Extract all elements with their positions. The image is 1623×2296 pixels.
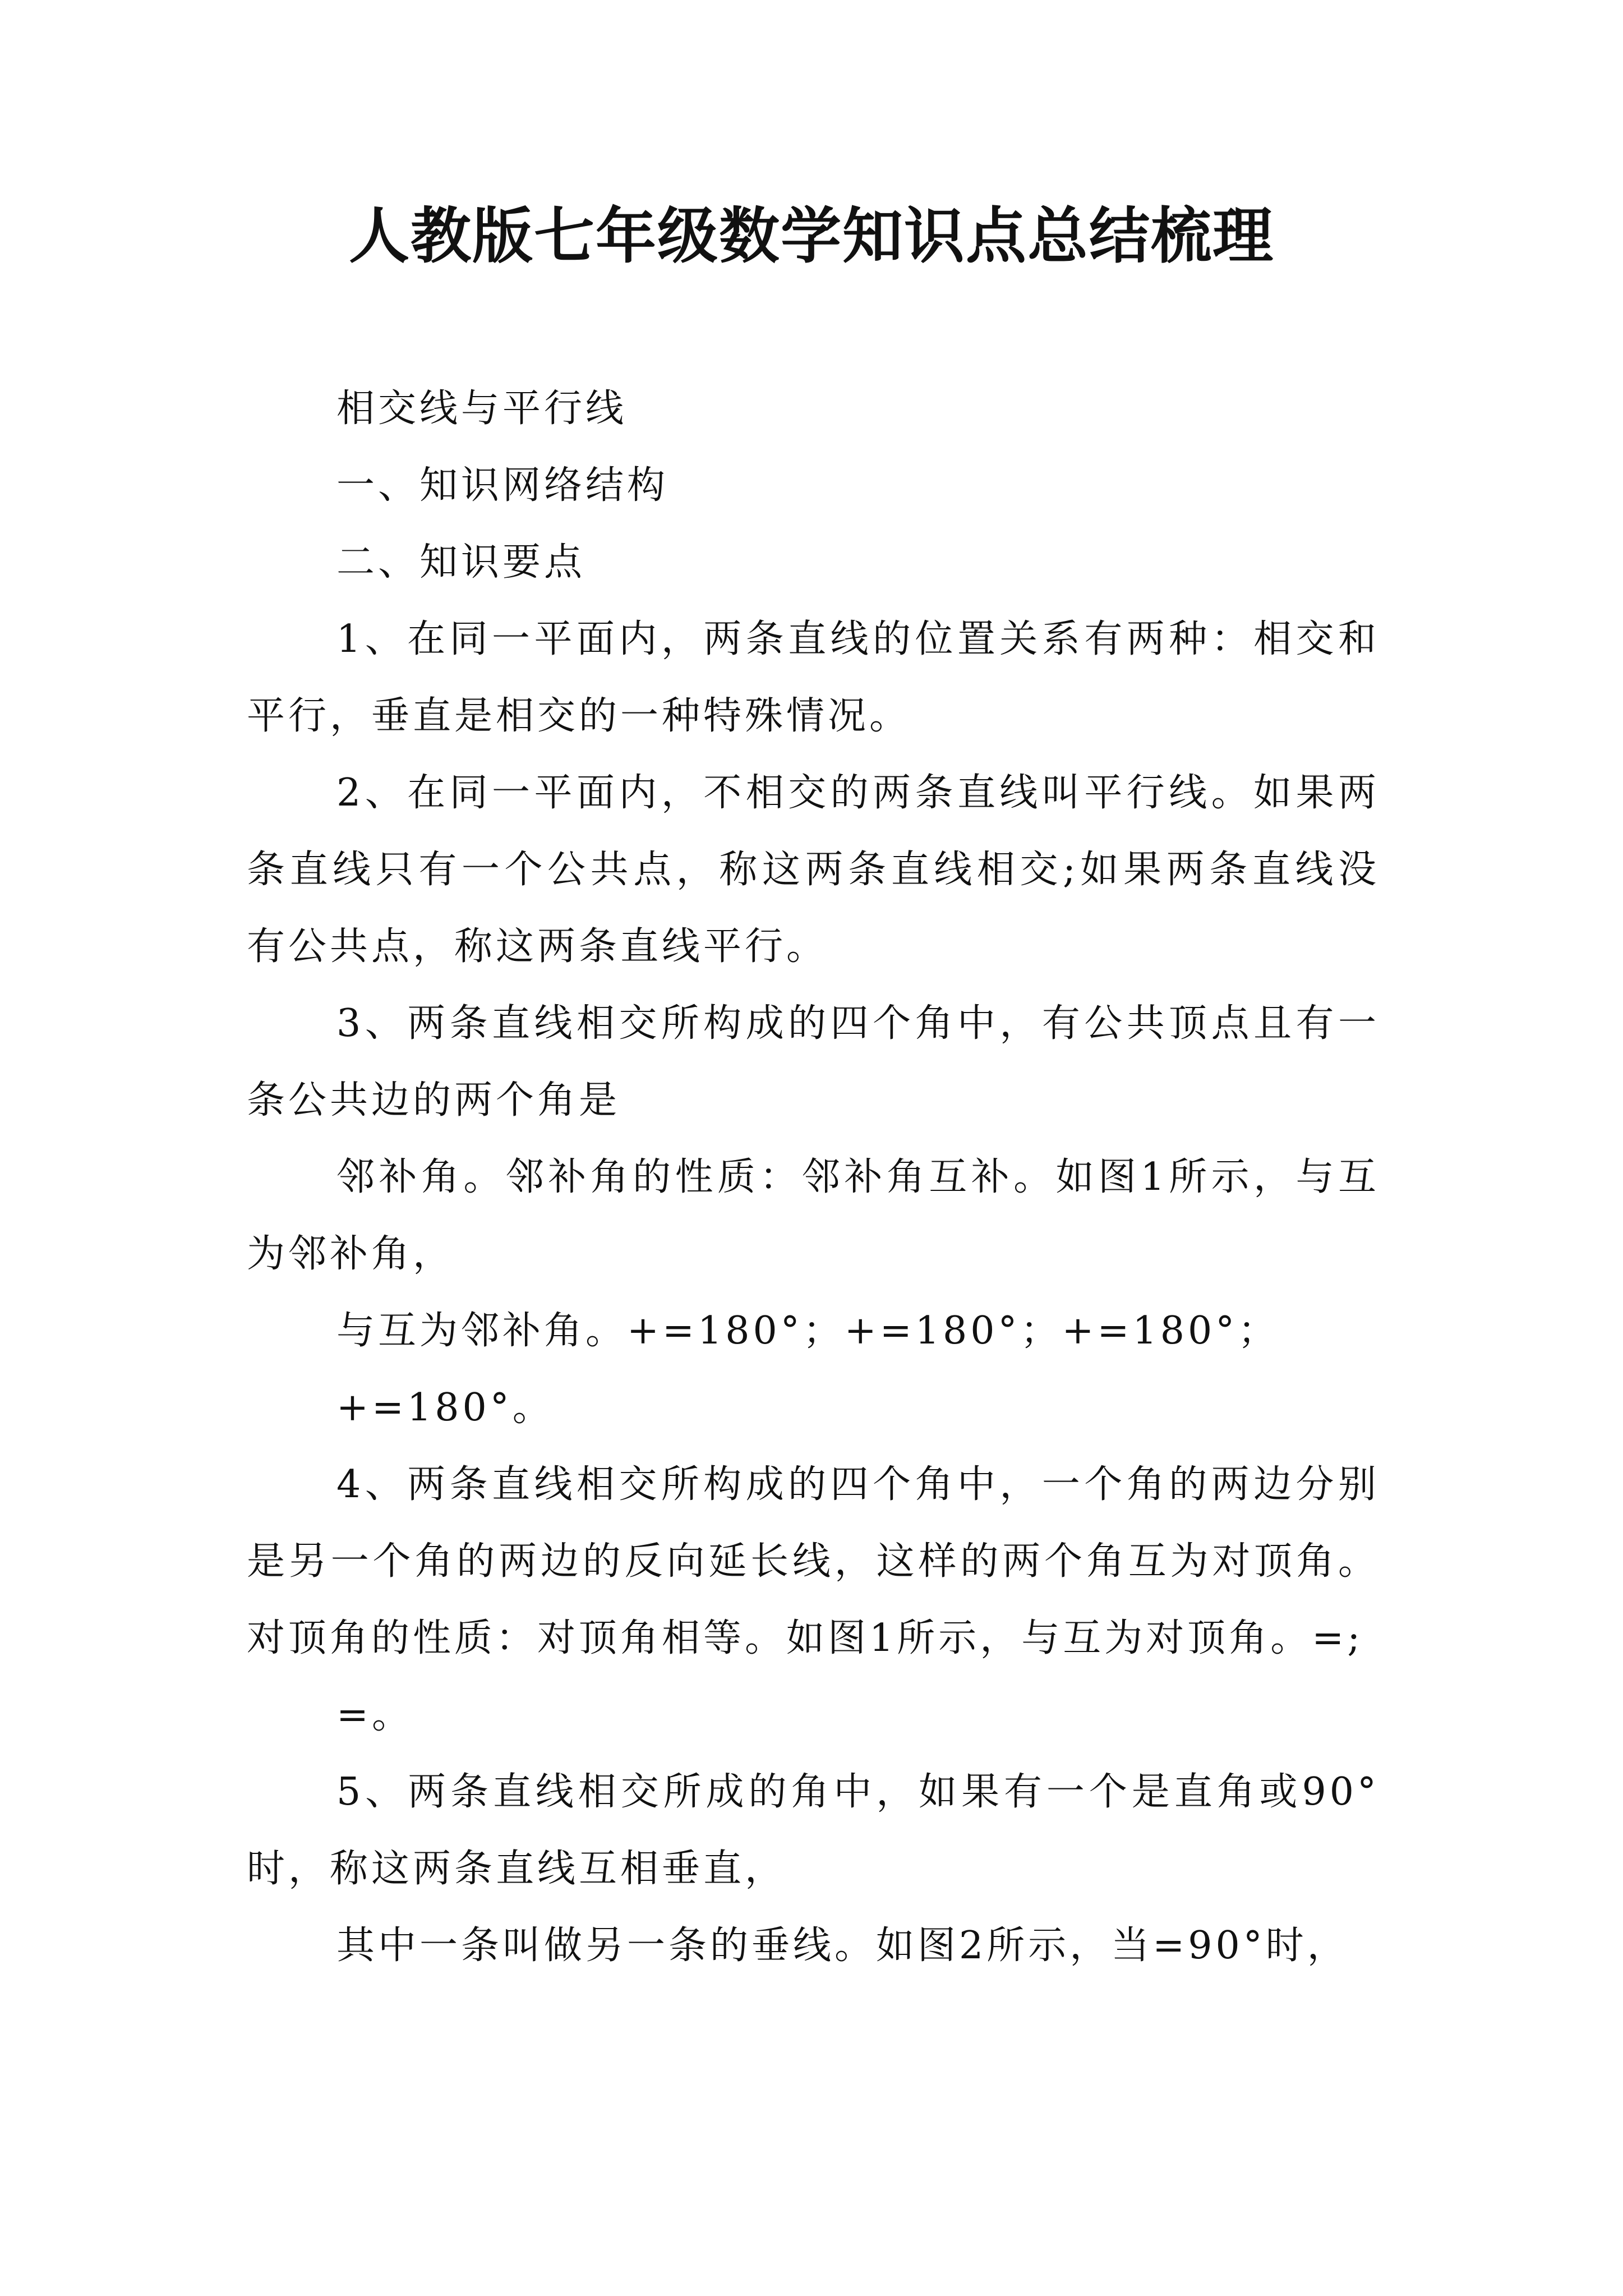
paragraph-3-equation-end: +=180°。 — [336, 1386, 554, 1430]
subheading-key-points: 二、知识要点 — [336, 540, 586, 585]
document-title: 人教版七年级数学知识点总结梳理 — [348, 201, 1274, 272]
document-body — [247, 370, 1380, 1984]
paragraph-1: 1、在同一平面内，两条直线的位置关系有两种：相交和平行，垂直是相交的一种特殊情况。 — [247, 617, 1380, 738]
paragraph-4-equation: =。 — [336, 1693, 413, 1737]
paragraph-3: 3、两条直线相交所构成的四个角中，有公共顶点且有一条公共边的两个角是 — [247, 1001, 1380, 1122]
paragraph-4: 4、两条直线相交所构成的四个角中，一个角的两边分别是另一个角的两边的反向延长线，这样的两个角互为对顶角。对顶角的性质：对顶角相等。如图1所示，与互为对顶角。=; — [247, 1462, 1380, 1660]
paragraph-3-continued: 邻补角。邻补角的性质：邻补角互补。如图1所示，与互为邻补角， — [247, 1155, 1380, 1276]
paragraph-5-continued: 其中一条叫做另一条的垂线。如图2所示，当=90°时， — [336, 1924, 1349, 1968]
paragraph-2: 2、在同一平面内，不相交的两条直线叫平行线。如果两条直线只有一个公共点，称这两条直线相交;如果两条直线没有公共点，称这两条直线平行。 — [247, 771, 1380, 969]
paragraph-3-equations: 与互为邻补角。+=180°；+=180°；+=180°； — [336, 1309, 1280, 1353]
paragraph-5: 5、两条直线相交所成的角中，如果有一个是直角或90°时，称这两条直线互相垂直， — [247, 1770, 1380, 1891]
section-heading: 相交线与平行线 — [336, 386, 628, 431]
subheading-knowledge-network: 一、知识网络结构 — [336, 463, 669, 508]
